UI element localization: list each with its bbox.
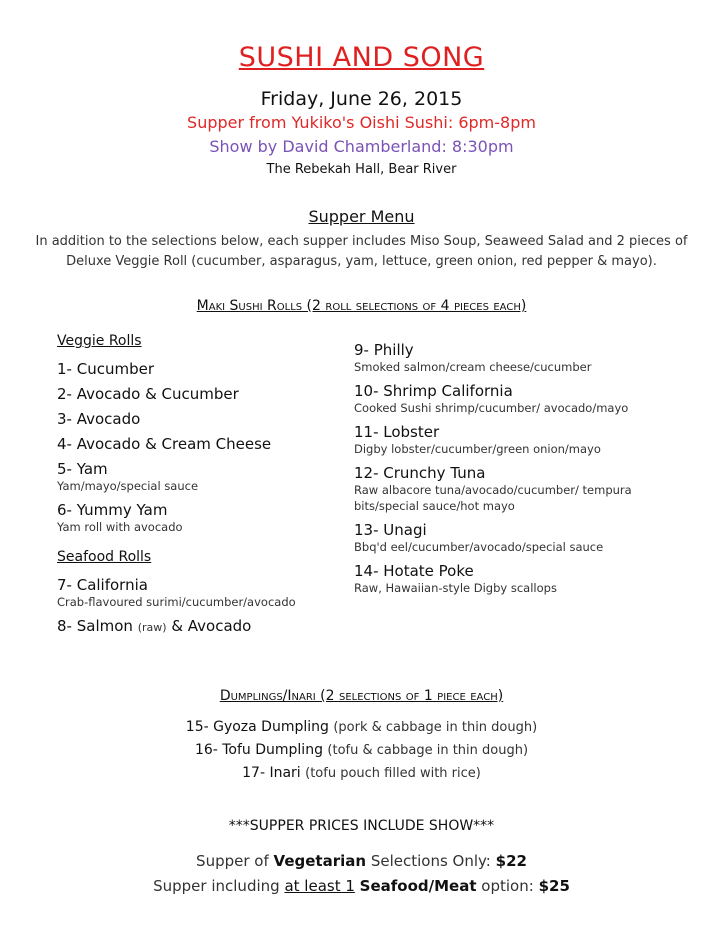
- item-note: (raw): [137, 621, 167, 634]
- menu-item: 12- Crunchy Tuna: [354, 464, 486, 482]
- dumpling-item: [0, 739, 723, 762]
- venue: The Rebekah Hall, Bear River: [266, 162, 457, 177]
- price-vegetarian: [0, 852, 723, 870]
- show-time: Show by David Chamberland: 8:30pm: [209, 137, 514, 156]
- menu-item: 7- California: [57, 576, 148, 594]
- dumpling-item: [0, 762, 723, 785]
- menu-item: 6- Yummy Yam: [57, 501, 168, 519]
- dumpling-name: 17- Inari: [242, 765, 301, 781]
- right-column: [354, 338, 714, 600]
- menu-item: 14- Hotate Poke: [354, 562, 474, 580]
- menu-item: 3- Avocado: [57, 410, 141, 428]
- prices-note: ***SUPPER PRICES INCLUDE SHOW***: [228, 818, 495, 834]
- menu-item: 5- Yam: [57, 460, 108, 478]
- event-title: SUSHI AND SONG: [238, 42, 485, 73]
- menu-item-desc: Yam/mayo/special sauce: [57, 479, 199, 493]
- price-amount: $25: [538, 877, 570, 895]
- dumplings-list: [0, 716, 723, 785]
- menu-item-desc: Bbq'd eel/cucumber/avocado/special sauce: [354, 540, 604, 554]
- menu-item: 11- Lobster: [354, 423, 440, 441]
- menu-item-desc: Cooked Sushi shrimp/cucumber/ avocado/mayo: [354, 401, 629, 415]
- menu-item-desc: Crab-flavoured surimi/cucumber/avocado: [57, 595, 296, 609]
- price-seafood: [0, 877, 723, 895]
- left-column: [57, 333, 347, 639]
- price-text: option:: [481, 877, 534, 895]
- item-name-part: 8- Salmon: [57, 617, 133, 635]
- item-name-part: & Avocado: [171, 617, 252, 635]
- price-text: Selections Only:: [370, 852, 491, 870]
- dumplings-heading: Dumplings/Inari (2 selections of 1 piece each): [219, 688, 504, 704]
- dumpling-desc: (tofu & cabbage in thin dough): [327, 743, 529, 758]
- maki-heading: Maki Sushi Rolls (2 roll selections of 4 pieces each): [196, 298, 527, 314]
- menu-intro: In addition to the selections below, each supper includes Miso Soup, Seaweed Salad and 2 pieces of Deluxe Veggie Roll (cucumber, asparagus, yam, lettuce, green onion, red pepper & mayo).: [35, 234, 688, 269]
- price-category: Vegetarian: [273, 852, 367, 870]
- price-amount: $22: [495, 852, 527, 870]
- price-emphasis: at least 1: [284, 877, 355, 895]
- price-text: Supper of: [196, 852, 269, 870]
- menu-item-desc: Yam roll with avocado: [57, 520, 183, 534]
- supper-menu-heading: Supper Menu: [308, 207, 415, 226]
- veggie-rolls-heading: Veggie Rolls: [57, 333, 142, 349]
- menu-item-desc: Digby lobster/cucumber/green onion/mayo: [354, 442, 601, 456]
- dumpling-name: 15- Gyoza Dumpling: [185, 719, 329, 735]
- menu-item-salmon: [57, 614, 347, 639]
- menu-item: 13- Unagi: [354, 521, 427, 539]
- menu-item: 10- Shrimp California: [354, 382, 513, 400]
- menu-item-desc: Raw albacore tuna/avocado/cucumber/ tempura bits/special sauce/hot mayo: [354, 483, 632, 513]
- dumpling-name: 16- Tofu Dumpling: [194, 742, 323, 758]
- menu-item-desc: Smoked salmon/cream cheese/cucumber: [354, 360, 592, 374]
- menu-item: 2- Avocado & Cucumber: [57, 385, 239, 403]
- menu-item: 1- Cucumber: [57, 360, 154, 378]
- event-date: Friday, June 26, 2015: [260, 88, 463, 110]
- supper-time: Supper from Yukiko's Oishi Sushi: 6pm-8pm: [187, 113, 536, 132]
- menu-item-desc: Raw, Hawaiian-style Digby scallops: [354, 581, 557, 595]
- menu-item: 9- Philly: [354, 341, 414, 359]
- dumpling-desc: (tofu pouch filled with rice): [305, 766, 481, 781]
- price-category: Seafood/Meat: [359, 877, 477, 895]
- dumpling-item: [0, 716, 723, 739]
- seafood-rolls-heading: Seafood Rolls: [57, 549, 152, 565]
- price-text: Supper including: [153, 877, 280, 895]
- menu-item: 4- Avocado & Cream Cheese: [57, 435, 272, 453]
- dumpling-desc: (pork & cabbage in thin dough): [333, 720, 538, 735]
